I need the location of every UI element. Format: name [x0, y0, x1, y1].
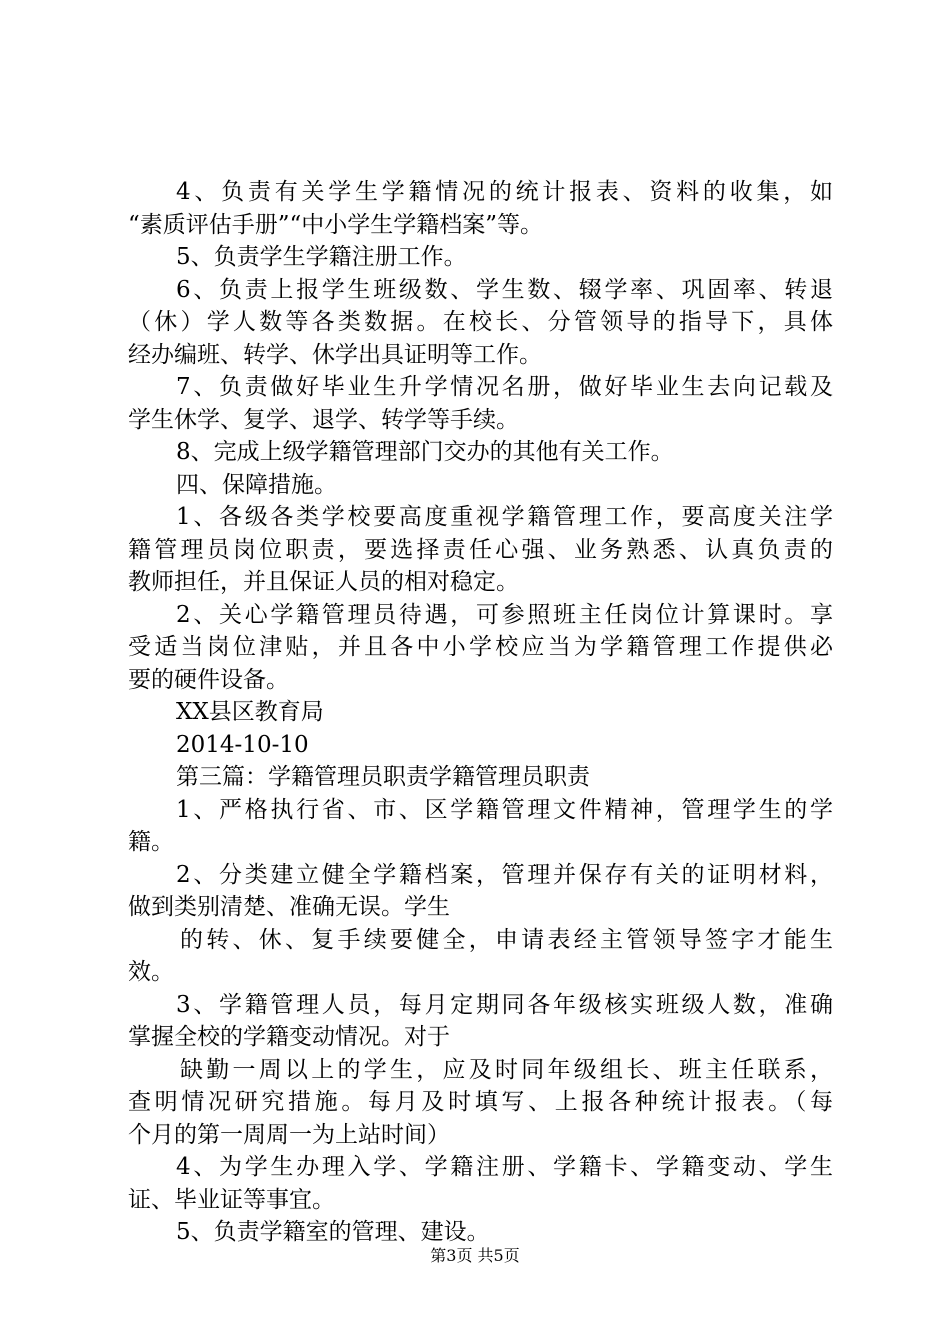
paragraph-line: 个月的第一周周一为上站时间） [128, 1121, 450, 1148]
paragraph-line: 查明情况研究措施。每月及时填写、上报各种统计报表。（每 [128, 1089, 833, 1115]
paragraph-line: 掌握全校的学籍变动情况。对于 [128, 1024, 450, 1050]
paragraph-line: 7、负责做好毕业生升学情况名册，做好毕业生去向记载及 [176, 374, 833, 400]
paragraph-line: 2、分类建立健全学籍档案，管理并保存有关的证明材料， [176, 861, 833, 888]
paragraph-line: 做到类别清楚、准确无误。学生 [128, 894, 450, 920]
paragraph-line: 6、负责上报学生班级数、学生数、辍学率、巩固率、转退 [176, 276, 833, 303]
section-heading: 四、保障措施。 [176, 471, 337, 498]
paragraph-line: 的转、休、复手续要健全，申请表经主管领导签字才能生 [180, 926, 833, 953]
chapter-title: 第三篇：学籍管理员职责学籍管理员职责 [176, 764, 590, 790]
paragraph-line: 1、严格执行省、市、区学籍管理文件精神，管理学生的学 [176, 796, 833, 823]
paragraph-line: 证、毕业证等事宜。 [128, 1186, 335, 1213]
paragraph-line: 受适当岗位津贴，并且各中小学校应当为学籍管理工作提供必 [128, 634, 833, 660]
paragraph-line: 教师担任，并且保证人员的相对稳定。 [128, 569, 519, 595]
paragraph-line: 2、关心学籍管理员待遇，可参照班主任岗位计算课时。享 [176, 601, 833, 628]
issue-date: 2014-10-10 [176, 731, 309, 758]
paragraph-line: 4、负责有关学生学籍情况的统计报表、资料的收集，如 [176, 179, 833, 205]
paragraph-line: 4、为学生办理入学、学籍注册、学籍卡、学籍变动、学生 [176, 1154, 833, 1180]
paragraph-line: 5、负责学籍室的管理、建设。 [176, 1219, 490, 1245]
paragraph-line: 3、学籍管理人员，每月定期同各年级核实班级人数，准确 [176, 991, 833, 1018]
paragraph-line: 籍管理员岗位职责，要选择责任心强、业务熟悉、认真负责的 [128, 536, 833, 563]
paragraph-line: 要的硬件设备。 [128, 666, 289, 693]
issuer-name: XX县区教育局 [176, 699, 324, 725]
paragraph-line: 经办编班、转学、休学出具证明等工作。 [128, 341, 542, 368]
paragraph-line: 1、各级各类学校要高度重视学籍管理工作，要高度关注学 [176, 504, 833, 530]
paragraph-line: 5、负责学生学籍注册工作。 [176, 244, 467, 270]
paragraph-line: 效。 [128, 959, 174, 985]
paragraph-line: 缺勤一周以上的学生，应及时同年级组长、班主任联系， [180, 1056, 833, 1083]
paragraph-line: 学生休学、复学、退学、转学等手续。 [128, 406, 519, 433]
paragraph-line: “素质评估手册”“中小学生学籍档案”等。 [128, 211, 544, 238]
paragraph-line: 籍。 [128, 829, 174, 855]
document-body [128, 176, 833, 1249]
page-number-footer: 第3页 共5页 [430, 1246, 520, 1265]
paragraph-line: 8、完成上级学籍管理部门交办的其他有关工作。 [176, 439, 674, 465]
paragraph-line: （休）学人数等各类数据。在校长、分管领导的指导下，具体 [128, 309, 833, 335]
